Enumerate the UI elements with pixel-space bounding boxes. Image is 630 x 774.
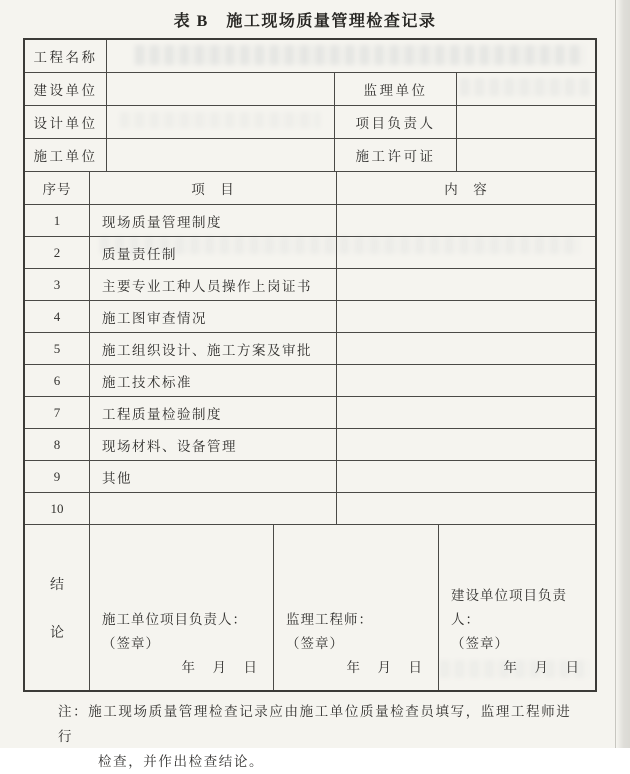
project-leader-value [457,106,595,138]
seal-label: （签章） [102,636,160,651]
row-serial: 8 [25,429,90,460]
footnote-line: 注：施工现场质量管理检查记录应由施工单位质量检查员填写，监理工程师进行 [58,704,572,744]
row-item: 施工技术标准 [90,365,337,396]
signature-block-constructor [90,525,274,690]
table-row [25,461,595,493]
supervision-unit-value [457,73,595,105]
project-name-value [107,40,595,72]
content-column-header: 内 容 [444,182,488,197]
row-content [337,301,595,332]
table-row [25,205,595,237]
row-serial: 1 [25,205,90,236]
row-serial: 5 [25,333,90,364]
row-serial: 3 [25,269,90,300]
conclusion-label-char: 结 [50,577,64,593]
serial-column-header: 序号 [25,172,90,204]
construction-permit-label: 施工许可证 [335,139,457,171]
row-content [337,461,595,492]
construction-unit-label: 施工单位 [25,139,107,171]
info-row-project-name [25,40,595,73]
page-title: 表 B 施工现场质量管理检查记录 [173,13,437,30]
design-unit-value [107,106,335,138]
row-serial: 10 [25,493,90,524]
table-row [25,365,595,397]
conclusion-row [25,525,595,690]
date-line: 年 月 日 [503,660,581,675]
row-content [337,429,595,460]
date-line: 年 月 日 [181,660,259,675]
construction-permit-value [457,139,595,171]
signatory-title: 建设单位项目负责人： [451,588,567,627]
table-row [25,269,595,301]
seal-label: （签章） [286,636,344,651]
conclusion-label [25,525,90,690]
item-column-header: 项 目 [90,172,337,204]
info-row-construction-owner [25,73,595,106]
owner-unit-value [107,73,335,105]
supervision-unit-label: 监理单位 [335,73,457,105]
owner-unit-label: 建设单位 [25,73,107,105]
row-serial: 2 [25,237,90,268]
project-leader-label: 项目负责人 [335,106,457,138]
date-line: 年 月 日 [346,660,424,675]
table-row [25,429,595,461]
row-item: 现场质量管理制度 [90,205,337,236]
table-row [25,493,595,525]
row-serial: 6 [25,365,90,396]
row-content [337,365,595,396]
row-content [337,205,595,236]
signatory-title: 监理工程师： [286,612,373,627]
row-serial: 4 [25,301,90,332]
checklist-header-row [25,172,595,205]
row-item [90,493,337,524]
row-content [337,269,595,300]
table-row [25,397,595,429]
table-row [25,237,595,269]
row-item: 工程质量检验制度 [90,397,337,428]
row-serial: 7 [25,397,90,428]
design-unit-label: 设计单位 [25,106,107,138]
signatory-title: 施工单位项目负责人： [102,612,247,627]
construction-unit-value [107,139,335,171]
info-row-construction-unit [25,139,595,172]
row-item: 主要专业工种人员操作上岗证书 [90,269,337,300]
row-content [337,493,595,524]
footnote [58,699,586,774]
seal-label: （签章） [451,636,509,651]
footnote-line: 检查，并作出检查结论。 [98,754,265,769]
project-name-label: 工程名称 [25,40,107,72]
row-serial: 9 [25,461,90,492]
row-content [337,237,595,268]
quality-check-form-table [23,38,597,692]
row-item: 质量责任制 [90,237,337,268]
row-content [337,333,595,364]
row-item: 施工组织设计、施工方案及审批 [90,333,337,364]
conclusion-label-char: 论 [50,625,64,641]
row-item: 施工图审查情况 [90,301,337,332]
page-edge-shadow [615,0,630,748]
row-item: 其他 [90,461,337,492]
table-row [25,333,595,365]
signature-block-owner [439,525,595,690]
table-row [25,301,595,333]
signature-block-supervisor [274,525,439,690]
info-row-design-unit [25,106,595,139]
row-content [337,397,595,428]
row-item: 现场材料、设备管理 [90,429,337,460]
